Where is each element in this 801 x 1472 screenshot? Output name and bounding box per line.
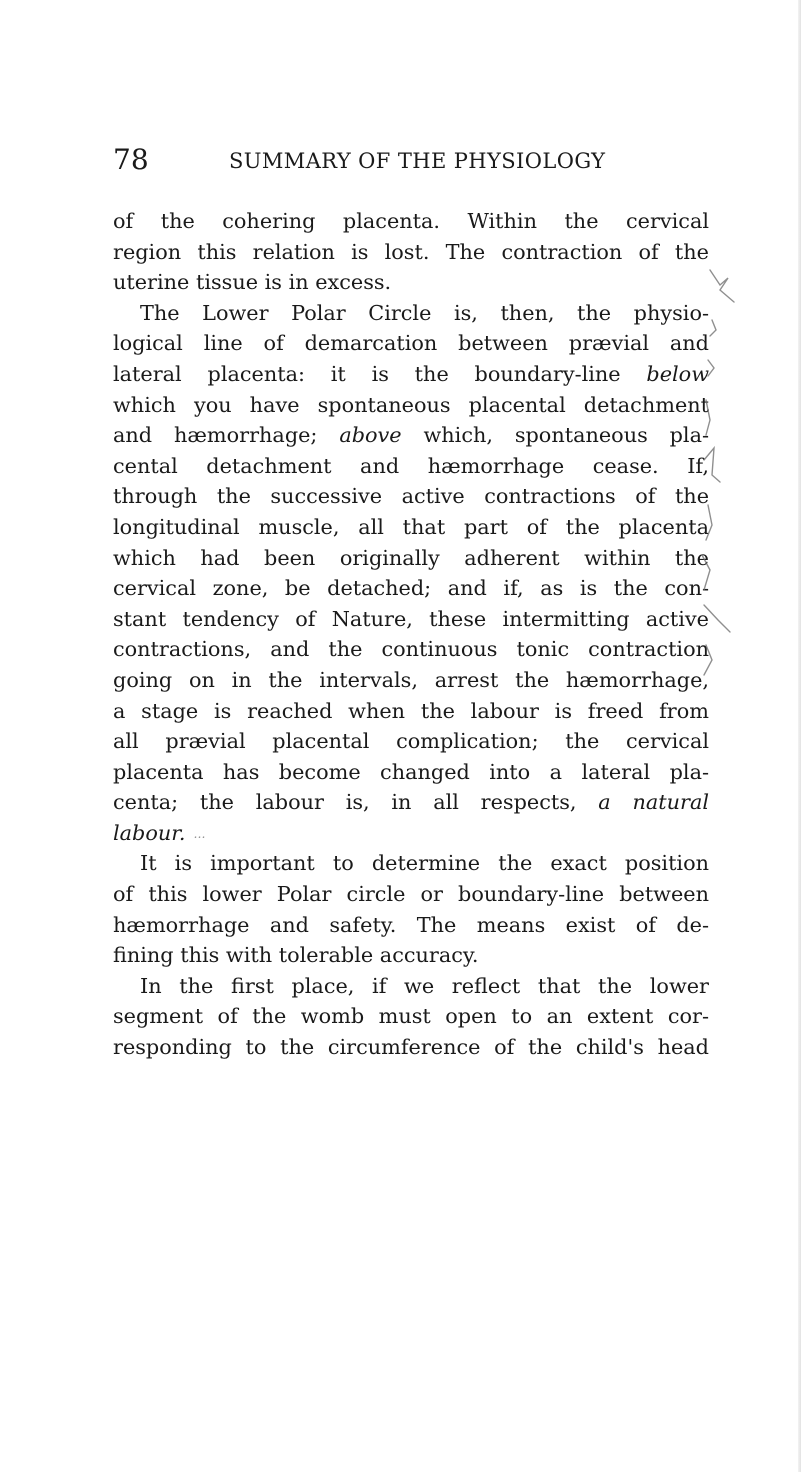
- text-line: of the cohering placenta. Within the cervical: [113, 209, 709, 233]
- text-line: The Lower Polar Circle is, then, the physio-: [140, 300, 709, 325]
- text-line: all prævial placental complication; the cervical: [113, 729, 709, 754]
- text-line: [113, 818, 709, 849]
- text-line: going on in the intervals, arrest the hæmorrhage,: [113, 667, 709, 692]
- text-line: uterine tissue is in excess.: [113, 270, 392, 295]
- line-text: lateral placenta: it is the boundary-line: [113, 361, 621, 386]
- handwritten-note: …: [193, 826, 207, 841]
- running-title: SUMMARY OF THE PHYSIOLOGY: [229, 149, 606, 173]
- text-line: region this relation is lost. The contraction of the: [113, 239, 709, 264]
- text-line: stant tendency of Nature, these intermitting active: [113, 606, 709, 631]
- text-line: a stage is reached when the labour is freed from: [113, 698, 709, 723]
- line-text: and hæmorrhage;: [113, 423, 318, 448]
- text-line: It is important to determine the exact position: [140, 851, 709, 876]
- text-line: [113, 359, 709, 390]
- text-line: hæmorrhage and safety. The means exist of de-: [113, 912, 709, 937]
- line-text: centa; the labour is, in all respects,: [113, 790, 577, 815]
- running-head: [113, 143, 703, 183]
- text-line: [113, 420, 709, 451]
- text-line: cervical zone, be detached; and if, as is the con-: [113, 576, 709, 601]
- text-line: segment of the womb must open to an extent cor-: [113, 1004, 709, 1029]
- emphasis-natural: a natural: [598, 790, 709, 815]
- emphasis-above: above: [339, 423, 402, 448]
- text-line: logical line of demarcation between prævial and: [113, 331, 709, 356]
- page-number: 78: [113, 143, 149, 176]
- text-line: which you have spontaneous placental detachment: [113, 392, 709, 417]
- text-line: placenta has become changed into a lateral pla-: [113, 759, 709, 784]
- text-line: [113, 787, 709, 818]
- margin-pencil-marks: [690, 250, 750, 690]
- emphasis-below: below: [646, 361, 709, 386]
- text-line: contractions, and the continuous tonic contraction: [113, 637, 709, 662]
- text-line: cental detachment and hæmorrhage cease. If,: [113, 453, 709, 478]
- line-text: which, spontaneous pla-: [423, 423, 710, 448]
- text-line: which had been originally adherent within the: [113, 545, 709, 570]
- text-line: responding to the circumference of the child's head: [113, 1035, 709, 1060]
- text-line: In the first place, if we reflect that the lower: [140, 973, 709, 998]
- text-line: through the successive active contractions of the: [113, 484, 709, 509]
- text-line: longitudinal muscle, all that part of the placenta: [113, 514, 709, 539]
- text-line: of this lower Polar circle or boundary-line between: [113, 882, 709, 907]
- emphasis-labour: labour.: [113, 820, 186, 845]
- body-text: [113, 206, 709, 1063]
- text-line: fining this with tolerable accuracy.: [113, 943, 479, 968]
